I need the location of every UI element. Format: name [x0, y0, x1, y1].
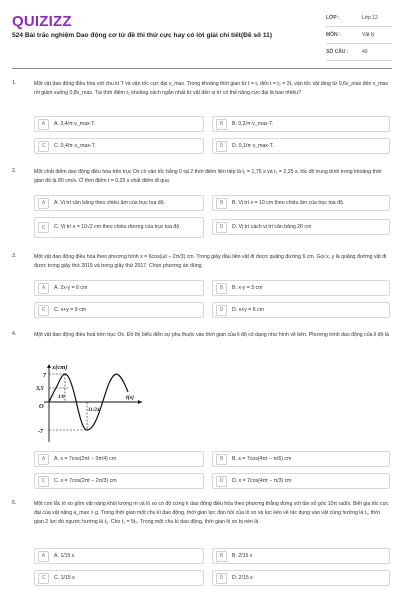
- option-text: B. Vị trí x = 10 cm theo chiều âm của trục tọa độ.: [232, 200, 345, 206]
- question-number: 2.: [12, 168, 17, 174]
- option-c[interactable]: [34, 138, 204, 154]
- option-a[interactable]: [34, 451, 204, 467]
- info-row-count: [326, 44, 392, 61]
- option-c[interactable]: [34, 473, 204, 489]
- option-text: D. 0,1/π·v_max·T.: [232, 143, 274, 149]
- option-letter: D: [216, 476, 227, 487]
- option-text: C. 1/15 s: [54, 575, 75, 581]
- option-d[interactable]: [212, 219, 390, 235]
- option-text: D. x = 7cos(4πt − π/3) cm: [232, 478, 292, 484]
- option-text: A. 3,4/π·v_max·T.: [54, 121, 96, 127]
- option-b[interactable]: [212, 451, 390, 467]
- option-text: C. x = 7cos(2πt − 2π/3) cm: [54, 478, 117, 484]
- t-axis-arrow: [138, 400, 142, 404]
- question-number: 3.: [12, 253, 17, 259]
- question-text: Một chất điểm dao động điều hòa trên trục Ox có vận tốc bằng 0 tại 2 thời điểm liên tiếp là t₁ = 1,75 s và t₂ = 2,25 s, tốc độ trung bình trong khoảng thời gian đó là 80 cm/s. Ở thời điểm t = 0,25 s chất điểm đi qua: [34, 169, 382, 184]
- document-title: 524 Bài trắc nghiệm Dao động cơ từ đề thi thử cực hay có lời giải chi tiết(Đề số 11): [12, 32, 273, 39]
- option-b[interactable]: [212, 548, 390, 564]
- question-text: Một con lắc lò xo gồm vật nặng khối lượng m và lò xo có độ cứng k dao động điều hòa theo phương thẳng đứng với tần số góc 10π rad/s. Biết gia tốc cực đại của vật nặng a_max > g. Trong thời gian một chu kì dao động, thời gian lực đàn hồi của lò xo và lực kéo về tác dụng vào vật cùng hướng là t₁, thời gian 2 lực đó ngược hướng là t₂. Cho t₁ = 5t₂. Trong một chu kì dao động, thời gian lò xo bị nén là: [34, 501, 389, 525]
- option-text: C. Vị trí x = 10√2 cm theo chiều dương của trục tọa độ.: [54, 224, 181, 230]
- option-c[interactable]: [34, 302, 204, 318]
- option-letter: D: [216, 141, 227, 152]
- option-text: A. x = 7cos(2πt − 3π/4) cm: [54, 456, 117, 462]
- option-letter: C: [38, 476, 49, 487]
- info-key: SỐ CÂU :: [326, 49, 349, 55]
- option-letter: A: [38, 454, 49, 465]
- question-text: Một vật dao động điều hoà trên trục Ox. Đồ thị biểu diễn sự phụ thuộc vào thời gian của li độ có dạng như hình vẽ bên. Phương trình dao động của li độ là: [34, 332, 389, 338]
- option-letter: B: [216, 198, 227, 209]
- option-letter: C: [38, 141, 49, 152]
- amp-pos-label: 7: [43, 373, 46, 379]
- info-key: MÔN :: [326, 32, 341, 38]
- option-letter: B: [216, 119, 227, 130]
- option-d[interactable]: [212, 302, 390, 318]
- option-letter: C: [38, 222, 49, 233]
- option-text: D. x+y = 6 cm: [232, 307, 264, 313]
- option-c[interactable]: [34, 217, 204, 238]
- option-d[interactable]: [212, 570, 390, 586]
- option-text: C. 0,4/π·v_max·T.: [54, 143, 96, 149]
- option-text: D. 2/15 s: [232, 575, 253, 581]
- option-a[interactable]: [34, 548, 204, 564]
- option-text: B. 2/15 s: [232, 553, 253, 559]
- x-axis-label: x(cm): [52, 364, 68, 371]
- option-b[interactable]: [212, 280, 390, 296]
- option-letter: A: [38, 283, 49, 294]
- option-b[interactable]: [212, 195, 390, 211]
- question-text: Một vật dao động điều hòa với chu kì T và vận tốc cực đại v_max. Trong khoảng thời gian từ t = t₁ đến t = t₂ = 2t₁ vận tốc vật tăng từ 0,6v_max đến v_max rồi giảm xuống 0,8v_max. Tại thời điểm t₂ khoảng cách ngắn nhất từ vật đến vị trí có thế năng cực đại là bao nhiêu?: [34, 81, 389, 96]
- option-text: B. x = 7cos(4πt − π/6) cm: [232, 456, 292, 462]
- option-d[interactable]: [212, 473, 390, 489]
- t-axis-label: t(s): [126, 395, 134, 401]
- option-letter: A: [38, 198, 49, 209]
- option-text: A. 1/15 s: [54, 553, 75, 559]
- header-divider: [12, 68, 392, 69]
- option-a[interactable]: [34, 195, 204, 211]
- t-mark-2: 11/24: [88, 407, 100, 413]
- origin-label: O: [39, 403, 44, 410]
- info-value: Lớp 12: [362, 15, 378, 21]
- option-a[interactable]: [34, 280, 204, 296]
- question-number: 4.: [12, 331, 17, 337]
- option-b[interactable]: [212, 116, 390, 132]
- option-text: B. 0,2/π·v_max·T.: [232, 121, 274, 127]
- option-letter: D: [216, 222, 227, 233]
- info-table: [326, 10, 392, 61]
- option-text: A. Vị trí cân bằng theo chiều âm của trục tọa độ.: [54, 200, 166, 206]
- option-text: B. x-y = 3 cm: [232, 285, 263, 291]
- option-text: A. 2x-y = 6 cm: [54, 285, 88, 291]
- y-mark-label: 3,5: [36, 386, 44, 392]
- option-a[interactable]: [34, 116, 204, 132]
- option-letter: B: [216, 454, 227, 465]
- option-letter: C: [38, 573, 49, 584]
- question-text: Một vật dao động điều hòa theo phương trình x = 6cos(ωt − 2π/3) cm. Trong giây đầu tiên vật đi được quãng đường 6 cm. Gọi x, y là quãng đường vật đi được trong giây thứ 2015 và trong giây thứ 2017. Chọn phương án đúng.: [34, 254, 387, 269]
- t-mark-1: 1/6: [58, 394, 65, 400]
- option-letter: B: [216, 283, 227, 294]
- option-text: C. x+y = 9 cm: [54, 307, 86, 313]
- option-letter: A: [38, 119, 49, 130]
- question-number: 5.: [12, 500, 17, 506]
- option-letter: C: [38, 305, 49, 316]
- amp-neg-label: -7: [38, 429, 43, 435]
- option-c[interactable]: [34, 570, 204, 586]
- displacement-graph: [36, 362, 146, 444]
- x-axis-arrow: [47, 364, 51, 368]
- info-key: LỚP :: [326, 15, 340, 21]
- info-row-subject: [326, 27, 392, 44]
- option-letter: B: [216, 551, 227, 562]
- question-number: 1.: [12, 80, 17, 86]
- info-value: 40: [362, 49, 368, 55]
- option-letter: A: [38, 551, 49, 562]
- quizizz-logo: QUIZIZZ: [12, 13, 72, 30]
- option-letter: D: [216, 573, 227, 584]
- option-d[interactable]: [212, 138, 390, 154]
- option-letter: D: [216, 305, 227, 316]
- info-row-class: [326, 10, 392, 27]
- option-text: D. Vị trí cách vị trí cân bằng 20 cm: [232, 224, 312, 230]
- info-value: Vật lý: [362, 32, 375, 38]
